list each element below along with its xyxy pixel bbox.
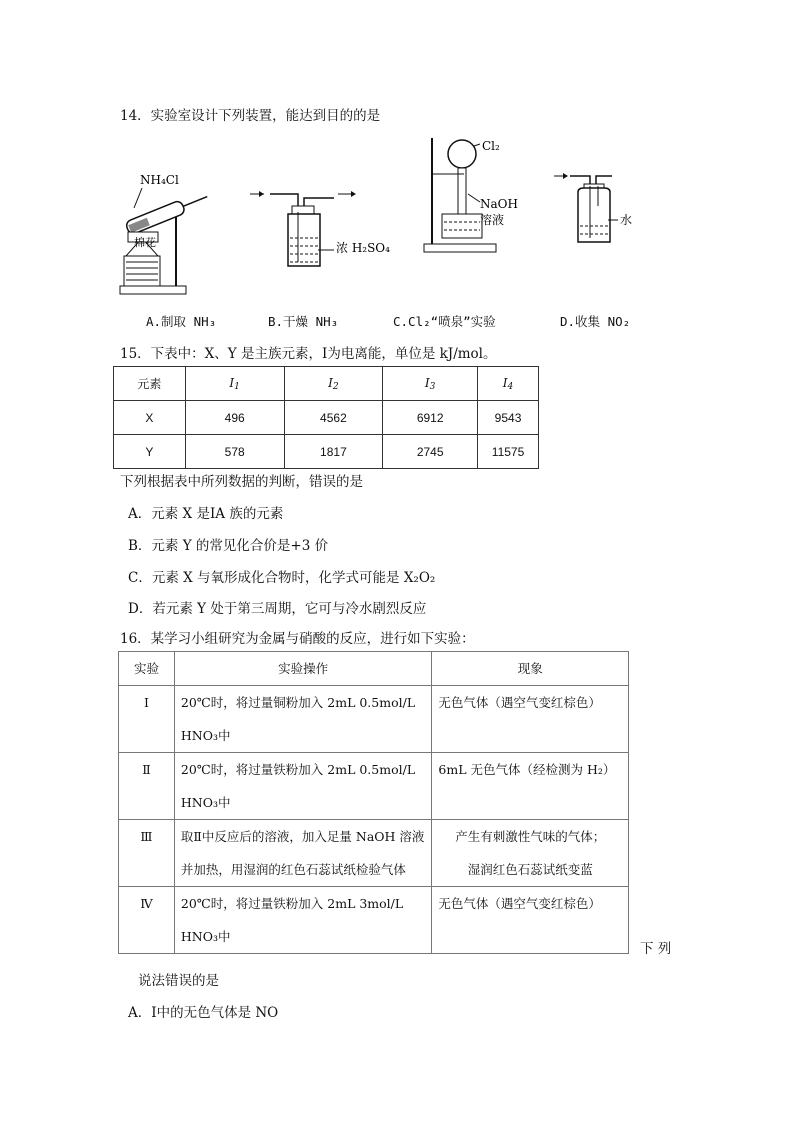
header-operation: 实验操作 <box>174 652 431 686</box>
ionization-energy-table <box>113 366 539 469</box>
c-solution-label: 溶液 <box>480 213 505 227</box>
c-gas-label: Cl₂ <box>482 139 500 153</box>
table-row <box>119 887 629 954</box>
cell: X <box>114 401 186 435</box>
table-row <box>119 686 629 753</box>
cell: 4562 <box>284 401 383 435</box>
header-i4: $I_4$ <box>478 367 539 401</box>
op-line-2: HNO₃中 <box>180 795 231 810</box>
apparatus-c-diagram <box>420 134 520 254</box>
apparatus-a-diagram <box>112 168 192 300</box>
ph-line-1: 无色气体（遇空气变红棕色） <box>438 896 601 911</box>
exp-operation <box>174 753 431 820</box>
op-line-1: 20℃时，将过量铁粉加入 2mL 3mol/L <box>180 896 404 911</box>
experiment-table <box>118 651 629 954</box>
table-row <box>114 435 539 469</box>
c-naoh-label: NaOH <box>480 197 518 211</box>
apparatus-b-diagram <box>248 182 390 272</box>
op-line-2: HNO₃中 <box>180 929 231 944</box>
exp-number: Ⅱ <box>119 753 175 820</box>
d-water-label: 水 <box>620 213 633 227</box>
exp-operation <box>174 887 431 954</box>
caption-c: C.Cl₂“喷泉”实验 <box>393 314 496 329</box>
a-cotton-label: 棉花 <box>134 236 156 249</box>
q16-title: 16．某学习小组研究为金属与硝酸的反应，进行如下实验： <box>120 631 475 647</box>
q16-question: 说法错误的是 <box>138 973 219 989</box>
table-header-row <box>114 367 539 401</box>
apparatus-d-diagram <box>552 166 642 256</box>
exp-phenomenon <box>432 753 629 820</box>
table-row <box>114 401 539 435</box>
cell: 1817 <box>284 435 383 469</box>
q15-option-c: C．元素 X 与氧形成化合物时，化学式可能是 X₂O₂ <box>128 570 436 586</box>
header-phenomenon: 现象 <box>432 652 629 686</box>
ph-line-1: 无色气体（遇空气变红棕色） <box>438 695 601 710</box>
q15-title: 15．下表中：X、Y 是主族元素，I为电离能，单位是 kJ/mol。 <box>120 346 497 362</box>
op-line-1: 20℃时，将过量铁粉加入 2mL 0.5mol/L <box>180 762 416 777</box>
op-line-1: 取Ⅱ中反应后的溶液，加入足量 NaOH 溶液 <box>180 829 425 844</box>
op-line-2: HNO₃中 <box>180 728 231 743</box>
q15-question: 下列根据表中所列数据的判断，错误的是 <box>120 474 363 490</box>
q16-trailing-text: 下 列 <box>640 941 672 957</box>
header-i3: $I_3$ <box>383 367 478 401</box>
caption-b: B.干燥 NH₃ <box>268 314 339 329</box>
exp-number: Ⅰ <box>119 686 175 753</box>
cell: 2745 <box>383 435 478 469</box>
a-reagent-label: NH₄Cl <box>140 173 179 187</box>
q14-title: 14．实验室设计下列装置，能达到目的的是 <box>120 108 381 124</box>
q15-option-b: B．元素 Y 的常见化合价是+3 价 <box>128 538 329 554</box>
q16-option-a: A．Ⅰ中的无色气体是 NO <box>128 1005 279 1021</box>
header-experiment: 实验 <box>119 652 175 686</box>
exp-operation <box>174 686 431 753</box>
cell: 496 <box>185 401 284 435</box>
table-row <box>119 753 629 820</box>
cell: 11575 <box>478 435 539 469</box>
b-reagent-label: 浓 H₂SO₄ <box>336 241 390 255</box>
exp-phenomenon <box>432 686 629 753</box>
exp-operation <box>174 820 431 887</box>
q15-option-a: A．元素 X 是ⅠA 族的元素 <box>128 506 284 522</box>
op-line-1: 20℃时，将过量铜粉加入 2mL 0.5mol/L <box>180 695 416 710</box>
ph-line-2: 湿润红色石蕊试纸变蓝 <box>467 862 593 877</box>
header-element: 元素 <box>114 367 186 401</box>
table-row <box>119 820 629 887</box>
cell: Y <box>114 435 186 469</box>
q15-option-d: D．若元素 Y 处于第三周期，它可与冷水剧烈反应 <box>128 601 427 617</box>
op-line-2: 并加热，用湿润的红色石蕊试纸检验气体 <box>180 862 406 877</box>
cell: 578 <box>185 435 284 469</box>
ph-line-1: 6mL 无色气体（经检测为 H₂） <box>438 762 616 777</box>
caption-a: A.制取 NH₃ <box>146 314 217 329</box>
ph-line-1: 产生有刺激性气味的气体； <box>455 829 606 844</box>
caption-d: D.收集 NO₂ <box>560 314 631 329</box>
exp-phenomenon <box>432 820 629 887</box>
exp-number: Ⅳ <box>119 887 175 954</box>
header-i2: $I_2$ <box>284 367 383 401</box>
cell: 9543 <box>478 401 539 435</box>
exp-number: Ⅲ <box>119 820 175 887</box>
header-i1: $I_1$ <box>185 367 284 401</box>
exp-phenomenon <box>432 887 629 954</box>
cell: 6912 <box>383 401 478 435</box>
table-header-row <box>119 652 629 686</box>
